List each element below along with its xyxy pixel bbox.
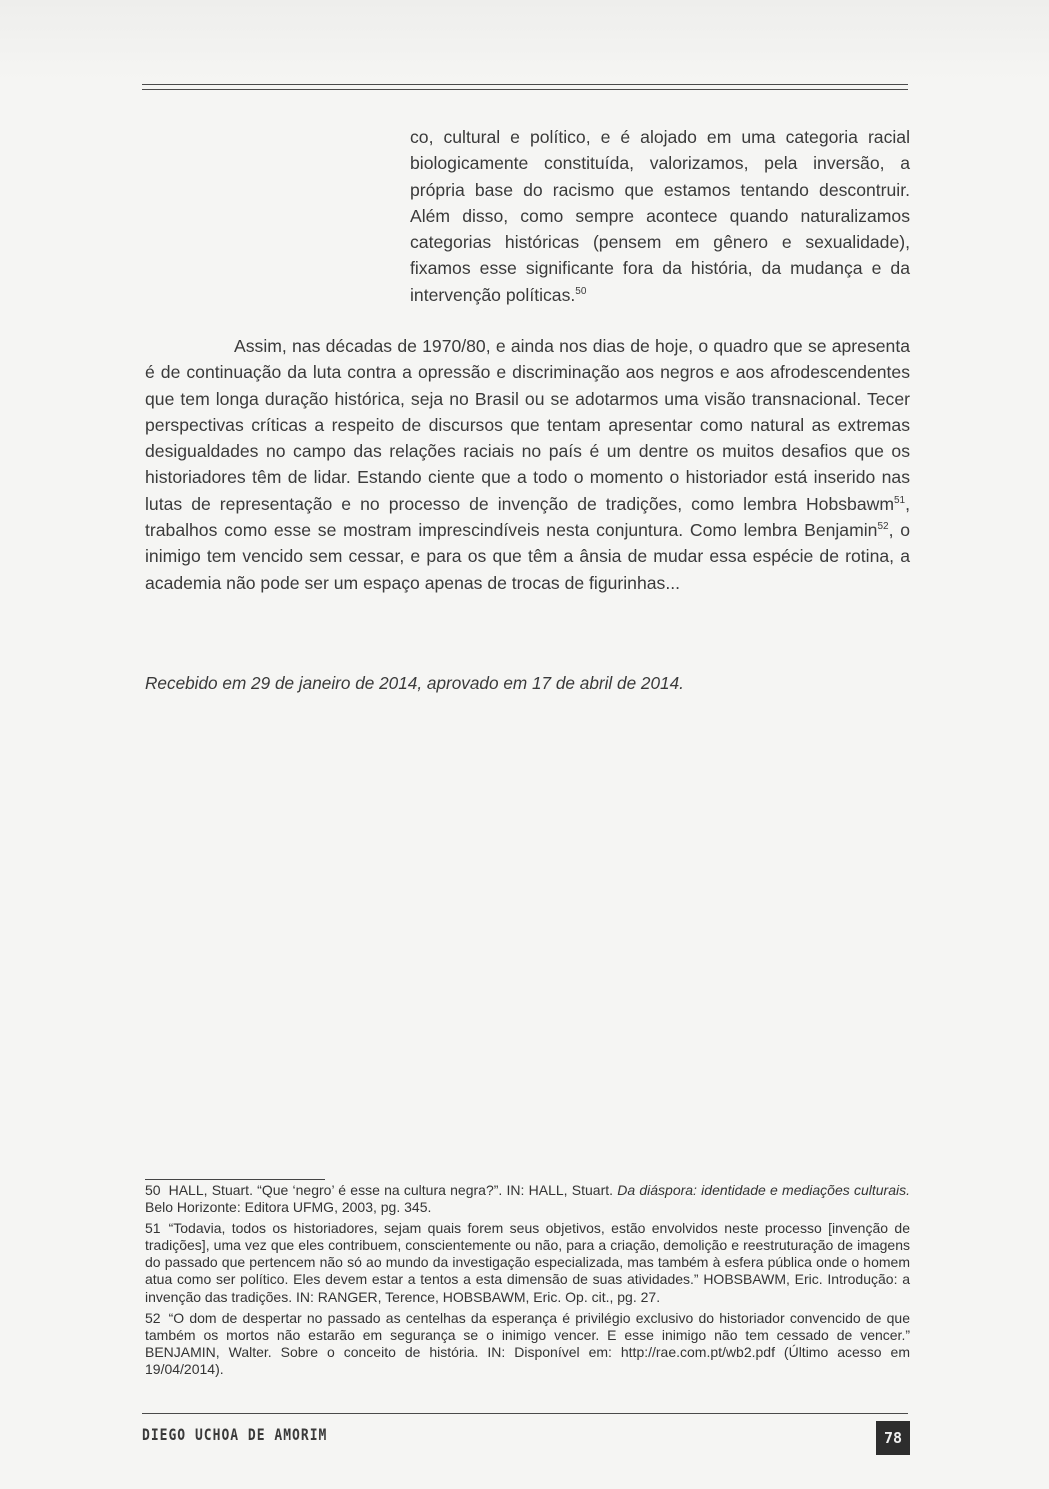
footnote-separator xyxy=(145,1179,325,1180)
body-text-part-1: Assim, nas décadas de 1970/80, e ainda nos dias de hoje, o quadro que se apresenta é de continuação da luta contra a opressão e discriminação aos negros e aos afrodescendentes que tem longa duração histórica, seja no Brasil ou se adotarmos uma visão transnacional. Tecer perspectivas críticas a respeito de discursos que tentam apresentar como natural as extremas desigualdades no campo das relações raciais no país é um dentre os muitos desafios que os historiadores têm de lidar. Estando ciente que a todo o momento o historiador está inserido nas lutas de representação e no processo de invenção de tradições, como lembra Hobsbawm xyxy=(145,336,910,514)
footnote-text: “Todavia, todos os historiadores, sejam quais forem seus objetivos, estão envolvidos neste processo [invenção de tradições], uma vez que eles contribuem, conscientemente ou não, para a criação, demolição e reestruturação de imagens do passado que pertencem não só ao mundo da investigação especializada, mas também à esfera pública onde o homem atua como ser político. Eles devem estar a tentos a esta dimensão de suas atividades.” HOBSBAWM, Eric. Introdução: a invenção das tradições. IN: RANGER, Terence, HOBSBAWM, Eric. Op. cit., pg. 27. xyxy=(145,1220,910,1305)
block-quote-text: co, cultural e político, e é alojado em uma categoria racial biologicamente constituída, valorizamos, pela inversão, a própria base do racismo que estamos tentando descontruir. Além disso, como sempre acontece quando naturalizamos categorias históricas (pensem em gênero e sexualidade), fixamos esse significante fora da história, da mudança e da intervenção políticas. xyxy=(410,127,910,305)
block-quote xyxy=(410,124,910,308)
received-date-note: Recebido em 29 de janeiro de 2014, aprovado em 17 de abril de 2014. xyxy=(145,673,684,693)
footnote-ref-52[interactable]: 52 xyxy=(877,521,889,533)
page-number-box xyxy=(876,1421,910,1455)
footnote-number: 50 xyxy=(145,1182,161,1198)
footnote-ref-50[interactable]: 50 xyxy=(575,285,587,297)
footnote-ref-51[interactable]: 51 xyxy=(893,494,906,506)
footnote-book-title: Da diáspora: identidade e mediações culturais. xyxy=(617,1182,910,1198)
footnote-text-tail: Belo Horizonte: Editora UFMG, 2003, pg. 345. xyxy=(145,1199,432,1216)
page-number: 78 xyxy=(883,1429,903,1447)
footnote-text: HALL, Stuart. “Que ‘negro’ é esse na cultura negra?”. IN: HALL, Stuart. xyxy=(168,1182,618,1198)
footnote-50 xyxy=(145,1182,910,1216)
footnote-number: 51 xyxy=(145,1220,161,1237)
footer-rule xyxy=(142,1413,908,1414)
footnotes xyxy=(145,1182,910,1382)
header-double-rule xyxy=(142,84,908,90)
footnote-51 xyxy=(145,1220,910,1305)
body-text-part-3: , o inimigo tem vencido sem cessar, e para os que têm a ânsia de mudar essa espécie de rotina, a academia não pode ser um espaço apenas de trocas de figurinhas... xyxy=(145,520,910,593)
footnote-text: “O dom de despertar no passado as centelhas da esperança é privilégio exclusivo do historiador convencido de que também os mortos não estarão em segurança se o inimigo vencer. E esse inimigo não tem cessado de vencer.” BENJAMIN, Walter. Sobre o conceito de história. IN: Disponível em: http://rae.com.pt/wb2.pdf (Último acesso em 19/04/2014). xyxy=(145,1309,910,1377)
body-text-part-2: , trabalhos como esse se mostram imprescindíveis nesta conjuntura. Como lembra Benjamin xyxy=(145,493,910,541)
footnote-number: 52 xyxy=(145,1309,161,1326)
footnote-52 xyxy=(145,1310,910,1378)
running-footer-author: DIEGO UCHOA DE AMORIM xyxy=(142,1427,328,1445)
body-paragraph xyxy=(145,333,910,596)
